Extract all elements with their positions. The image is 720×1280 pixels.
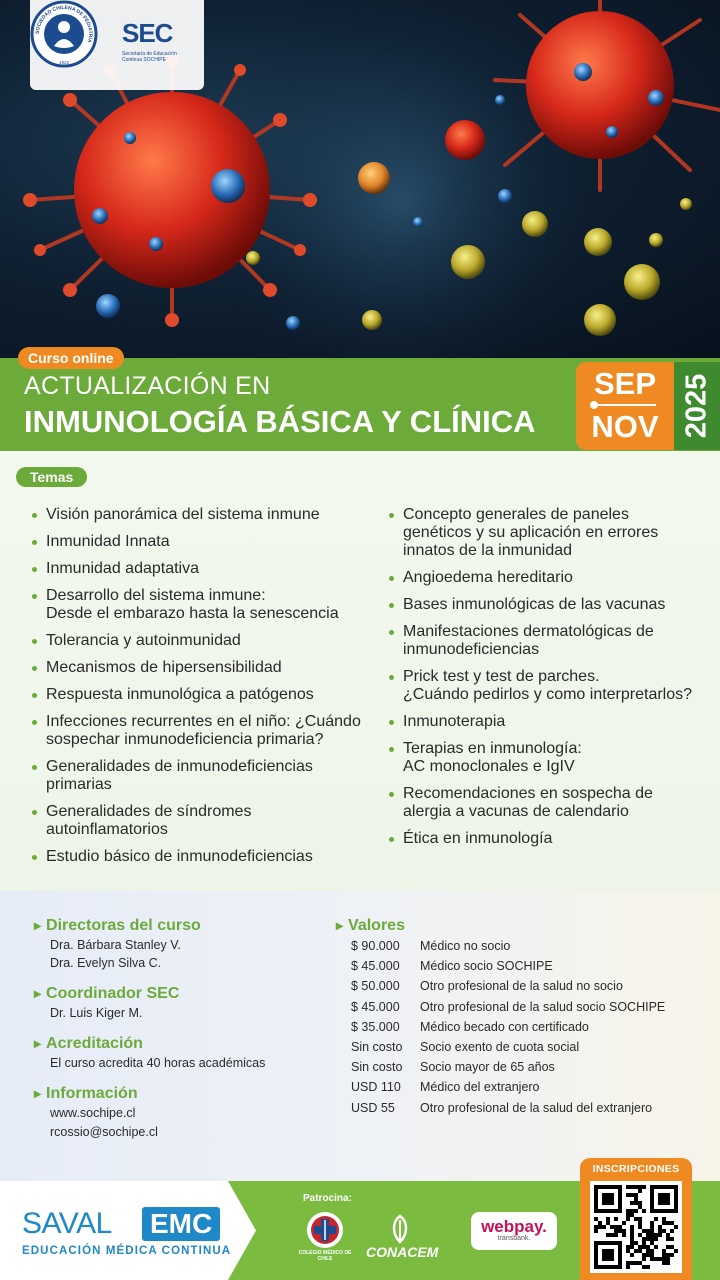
topic-line: Visión panorámica del sistema inmune [46, 506, 320, 523]
topic-line: Terapias en inmunología: [403, 740, 582, 757]
accreditation-text: El curso acredita 40 horas académicas [50, 1056, 266, 1070]
topic-line: Inmunidad Innata [46, 533, 170, 550]
topic-line: Manifestaciones dermatológicas de [403, 623, 654, 640]
topic-line: Desde el embarazo hasta la senescencia [46, 605, 339, 622]
topic-line: Angioedema hereditario [403, 569, 573, 586]
topic-item [32, 713, 362, 749]
hero-virus-image [0, 0, 720, 358]
course-title-line1: ACTUALIZACIÓN EN [24, 372, 271, 400]
topic-line: Desarrollo del sistema inmune: [46, 587, 266, 604]
accreditation-title: ▸ Acreditación [34, 1035, 143, 1053]
topic-line: Recomendaciones en sospecha de [403, 785, 653, 802]
topic-line: Bases inmunológicas de las vacunas [403, 596, 666, 613]
topic-line: Generalidades de inmunodeficiencias [46, 758, 313, 775]
topic-item [389, 623, 707, 659]
topic-line: Inmunoterapia [403, 713, 506, 730]
prices-title: ▸ Valores [336, 917, 405, 935]
transbank-label: transbank. [497, 1235, 531, 1242]
coordinator-name: Dr. Luis Kiger M. [50, 1006, 143, 1020]
topic-line: Infecciones recurrentes en el niño: ¿Cuándo [46, 713, 361, 730]
topic-item [389, 785, 707, 821]
price-description: Socio exento de cuota social [420, 1040, 580, 1054]
topic-item [389, 713, 707, 731]
conacem-label: CONACEM [366, 1244, 439, 1260]
topic-line: primarias [46, 776, 112, 793]
topic-item [389, 668, 707, 704]
topic-line: Generalidades de síndromes [46, 803, 252, 820]
topic-line: Tolerancia y autoinmunidad [46, 632, 241, 649]
price-value: $ 45.000 [351, 959, 400, 974]
directors-title: ▸ Directoras del curso [34, 917, 201, 935]
topic-line: Estudio básico de inmunodeficiencias [46, 848, 313, 865]
topic-line: innatos de la inmunidad [403, 542, 573, 559]
price-description: Socio mayor de 65 años [420, 1060, 555, 1075]
topic-line: Mecanismos de hipersensibilidad [46, 659, 282, 676]
topic-item [32, 803, 362, 839]
topic-line: autoinflamatorios [46, 821, 168, 838]
topic-item [32, 686, 362, 704]
sec-subtitle: Secretaría de Educación Continua SOCHIPE [122, 51, 177, 63]
month-end: NOV [591, 409, 659, 444]
price-value: $ 45.000 [351, 999, 400, 1014]
topic-line: genéticos y su aplicación en errores [403, 524, 659, 541]
topic-line: Concepto generales de paneles [403, 506, 629, 523]
colegio-medico-label: COLEGIO MÉDICO DE CHILE [298, 1250, 352, 1262]
price-value: Sin costo [351, 1040, 403, 1054]
topic-line: ¿Cuándo pedirlos y como interpretarlos? [403, 686, 693, 703]
topic-item [32, 758, 362, 794]
price-value: USD 110 [351, 1080, 401, 1095]
topic-item [389, 569, 707, 587]
topics-list-left [32, 506, 362, 875]
conacem-logo-icon [382, 1214, 418, 1244]
topics-list-right [389, 506, 707, 857]
date-divider [594, 404, 656, 406]
topic-item [389, 506, 707, 560]
topic-line: Ética en inmunología [403, 830, 553, 847]
price-description: Médico socio SOCHIPE [420, 959, 553, 974]
price-description: Médico becado con certificado [420, 1019, 589, 1034]
contact-title: ▸ Información [34, 1085, 138, 1103]
sec-logo-icon [122, 18, 194, 63]
price-value: USD 55 [351, 1100, 395, 1115]
saval-logo-text: SAVAL [22, 1207, 112, 1240]
price-description: Otro profesional de la salud socio SOCHIPE [420, 999, 666, 1014]
topic-line: alergia a vacunas de calendario [403, 803, 629, 820]
topic-item [32, 506, 362, 524]
topic-item [389, 596, 707, 614]
topic-line: Respuesta inmunológica a patógenos [46, 686, 314, 703]
price-description: Otro profesional de la salud no socio [420, 979, 623, 994]
logo-panel [30, 0, 204, 90]
qr-code-icon[interactable] [590, 1181, 682, 1273]
price-description: Médico del extranjero [420, 1080, 540, 1095]
director-2: Dra. Evelyn Silva C. [50, 956, 162, 970]
course-year: 2025 [680, 373, 713, 439]
price-value: Sin costo [351, 1060, 403, 1075]
topic-item [389, 740, 707, 776]
topic-line: AC monoclonales e IgIV [403, 758, 575, 775]
date-range-box [576, 362, 674, 450]
registration-label: INSCRIPCIONES [592, 1163, 680, 1175]
topic-item [32, 560, 362, 578]
topic-item [32, 533, 362, 551]
topic-item [389, 830, 707, 848]
topic-item [32, 587, 362, 623]
price-description: Otro profesional de la salud del extranjero [420, 1100, 653, 1115]
emc-badge: EMC [142, 1207, 220, 1241]
director-1: Dra. Bárbara Stanley V. [50, 938, 181, 952]
topic-line: Prick test y test de parches. [403, 668, 600, 685]
colegio-medico-logo-icon [303, 1210, 347, 1250]
sponsor-label: Patrocina: [303, 1193, 352, 1204]
course-type-tag: Curso online [18, 347, 124, 369]
topic-line: Inmunidad adaptativa [46, 560, 199, 577]
topic-item [32, 659, 362, 677]
webpay-logo-icon [471, 1212, 557, 1250]
website-link[interactable]: www.sochipe.cl [50, 1106, 136, 1120]
topic-line: sospechar inmunodeficiencia primaria? [46, 731, 324, 748]
topic-item [32, 632, 362, 650]
price-value: $ 90.000 [351, 939, 400, 953]
sochipe-year: 1922 [58, 60, 70, 65]
topic-line: inmunodeficiencias [403, 641, 540, 658]
month-start: SEP [593, 366, 657, 401]
price-value: $ 35.000 [351, 1019, 400, 1034]
topics-label: Temas [16, 467, 87, 487]
coordinator-title: ▸ Coordinador SEC [34, 985, 179, 1003]
year-box [674, 362, 720, 450]
webpay-label: webpay. [481, 1217, 547, 1236]
email-link[interactable]: rcossio@sochipe.cl [50, 1125, 158, 1139]
sec-mark: SEC [122, 18, 173, 48]
saval-subtitle: EDUCACIÓN MÉDICA CONTINUA [22, 1245, 232, 1257]
sochipe-logo-icon [30, 0, 98, 68]
topic-item [32, 848, 362, 866]
price-description: Médico no socio [420, 939, 511, 953]
sochipe-ring-text: SOCIEDAD CHILENA DE PEDIATRÍA [34, 4, 94, 44]
price-value: $ 50.000 [351, 979, 400, 994]
course-title-line2: INMUNOLOGÍA BÁSICA Y CLÍNICA [24, 404, 536, 439]
